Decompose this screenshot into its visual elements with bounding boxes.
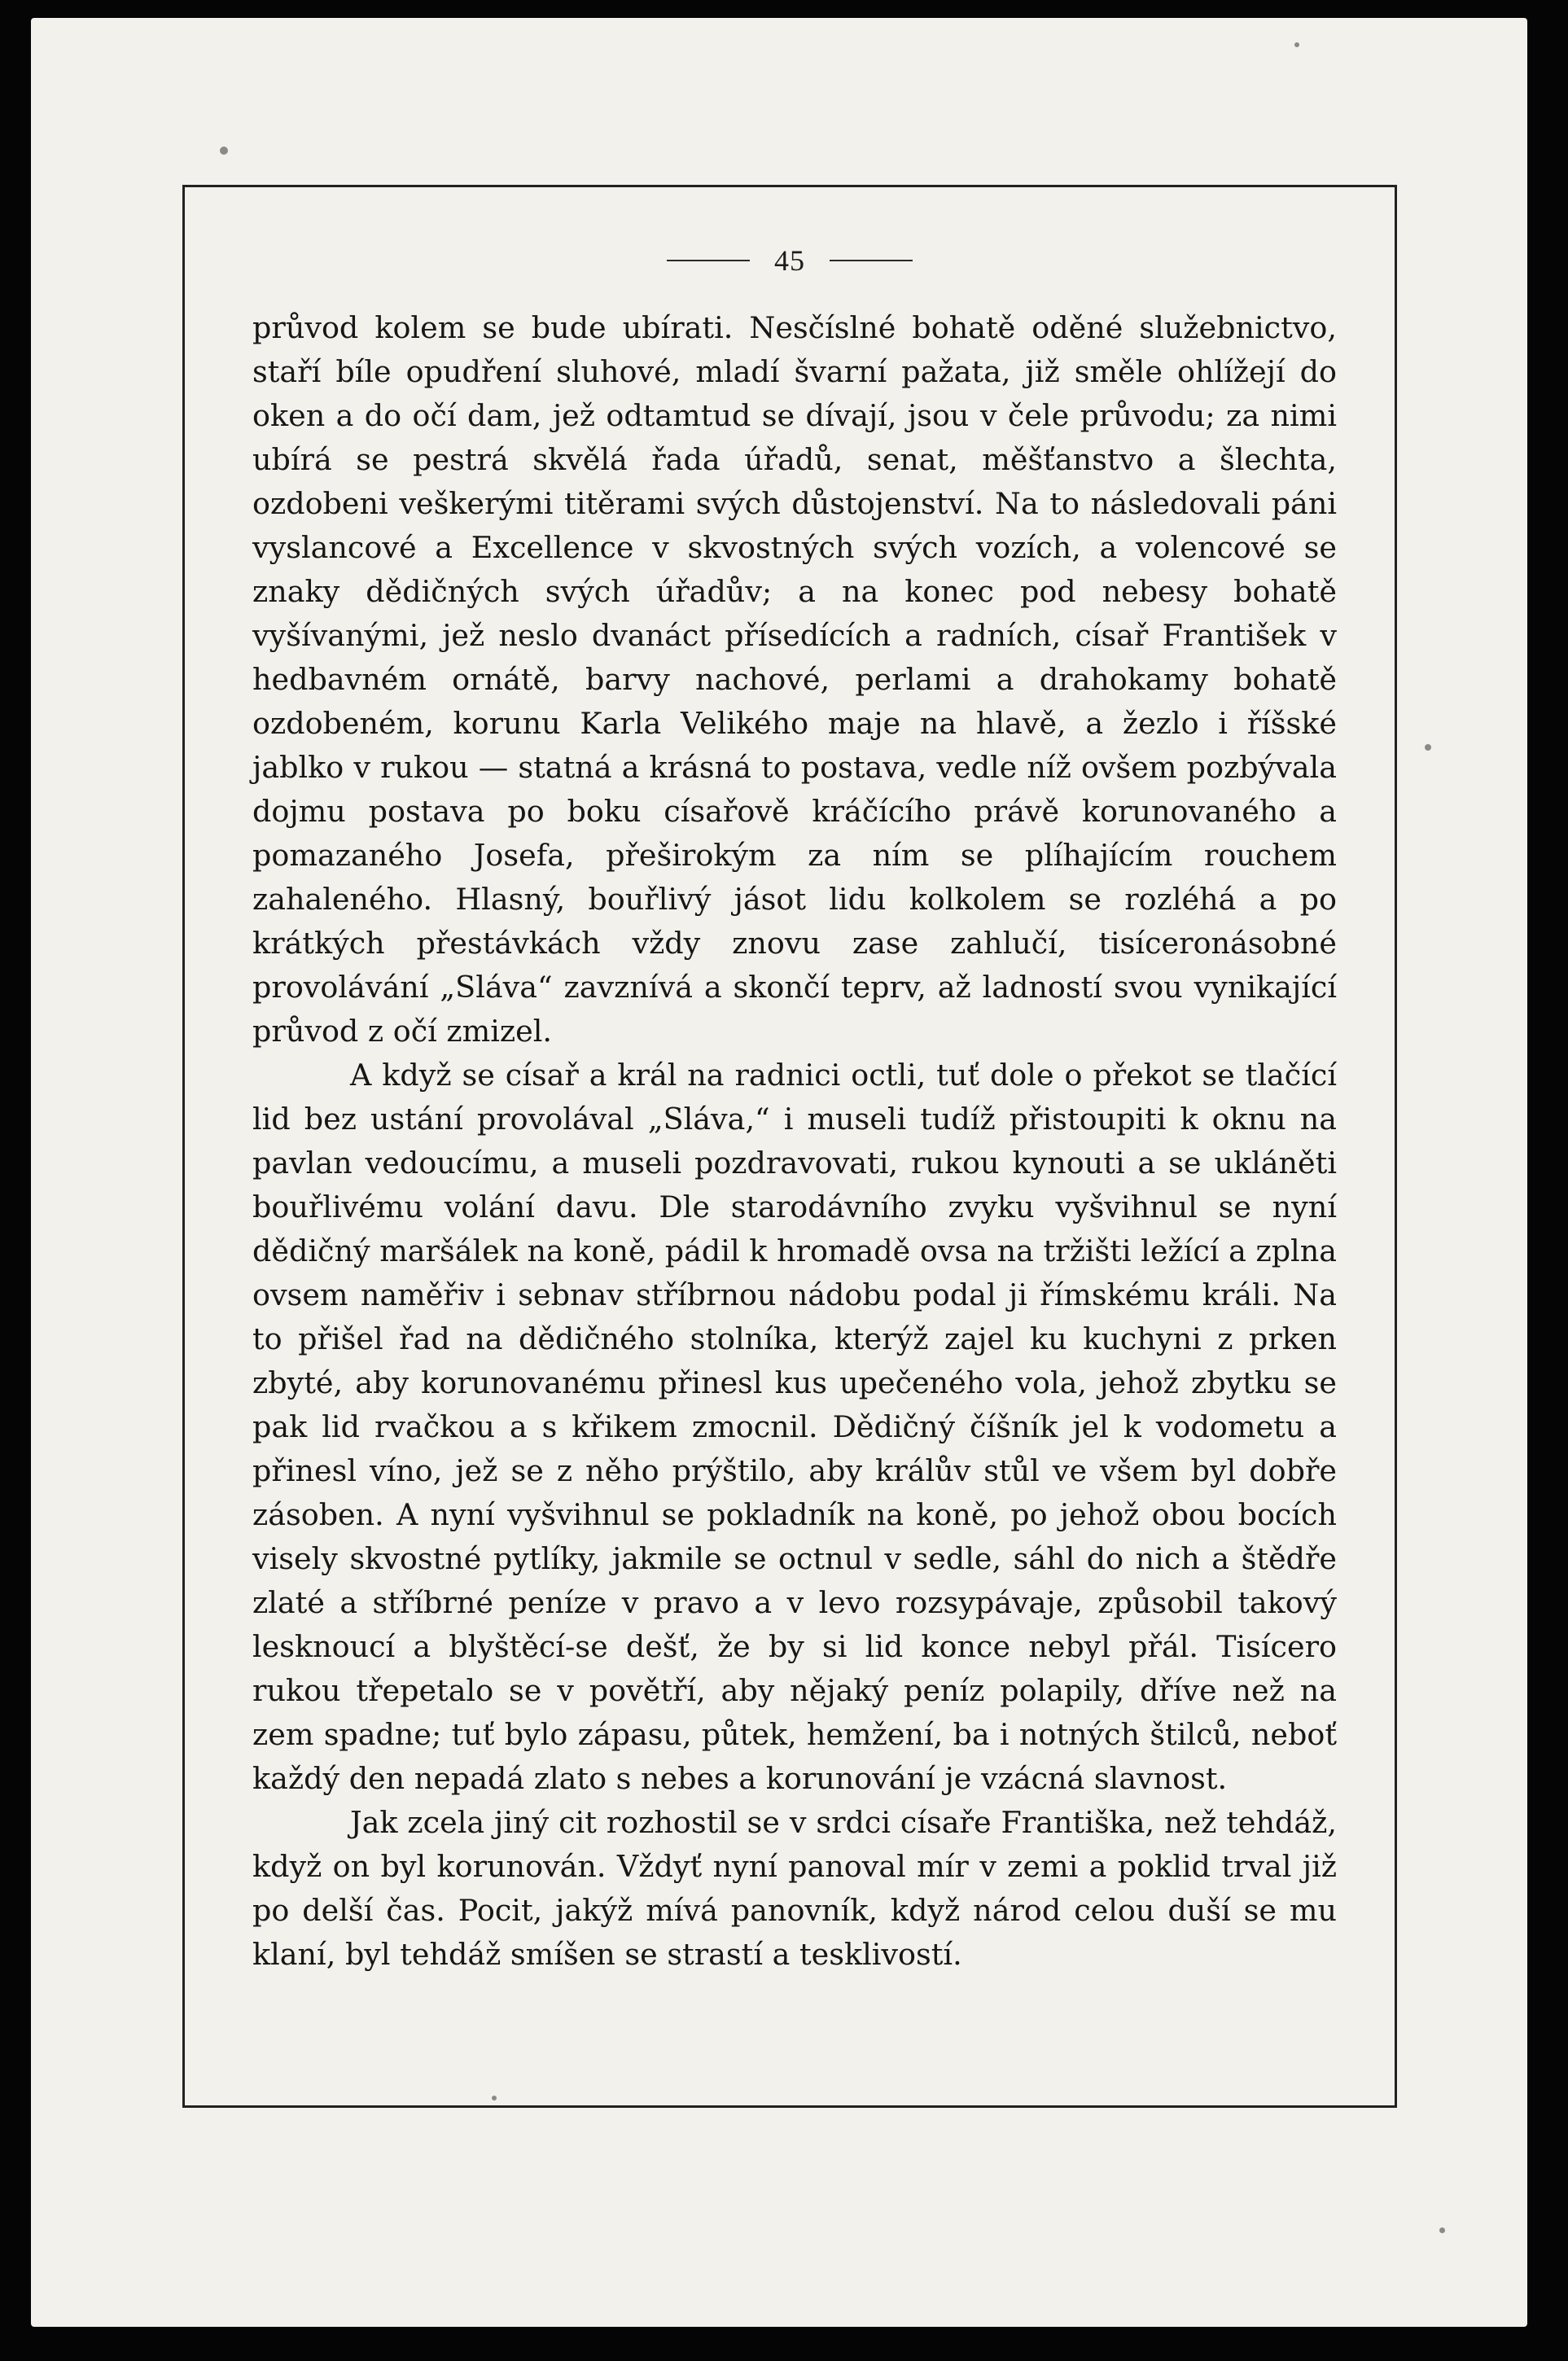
paper-speck <box>1439 2227 1445 2233</box>
text-frame <box>182 185 1397 2108</box>
paper-speck <box>220 147 228 155</box>
page-header <box>185 240 1395 278</box>
paragraph-3: Jak zcela jiný cit rozhostil se v srdci císaře Františka, než tehdáž, když on byl korunován. Vždyť nyní panoval mír v zemi a poklid trval již po delší čas. Pocit, jakýž mívá panovník, když národ celou duší se mu klaní, byl tehdáž smíšen se strastí a tesklivostí. <box>252 1805 1337 1972</box>
header-rule-right <box>830 260 913 261</box>
paper-speck <box>1425 744 1431 751</box>
header-rule-left <box>667 260 750 261</box>
paragraph-2: A když se císař a král na radnici octli, tuť dole o překot se tlačící lid bez ustání provolával „Sláva,“ i museli tudíž přistoupiti k oknu na pavlan vedoucímu, a museli pozdravovati, rukou kynouti a se ukláněti bouřlivému volání davu. Dle starodávního zvyku vyšvihnul se nyní dědičný maršálek na koně, pádil k hromadě ovsa na tržišti ležící a zplna ovsem naměřiv i sebnav stříbrnou nádobu podal ji římskému králi. Na to přišel řad na dědičného stolníka, kterýž zajel ku kuchyni z prken zbyté, aby korunovanému přinesl kus upečeného vola, jehož zbytku se pak lid rvačkou a s křikem zmocnil. Dědičný číšník jel k vodometu a přinesl víno, jež se z něho prýštilo, aby králův stůl ve všem byl dobře zásoben. A nyní vyšvihnul se pokladník na koně, po jehož obou bocích visely skvostné pytlíky, jakmile se octnul v sedle, sáhl do nich a štědře zlaté a stříbrné peníze v pravo a v levo rozsypávaje, způsobil takový lesknoucí a blyštěcí-se dešť, že by si lid konce nebyl přál. Tisícero rukou třepetalo se v povětří, aby nějaký peníz polapily, dříve než na zem spadne; tuť bylo zápasu, půtek, hemžení, ba i notných štilců, neboť každý den nepadá zlato s nebes a korunování je vzácná slavnost. <box>252 1058 1337 1796</box>
scanned-page <box>31 18 1527 2327</box>
paragraph-1: průvod kolem se bude ubírati. Nesčíslné bohatě oděné služebnictvo, staří bíle opudření sluhové, mladí švarní pažata, již směle ohlížejí do oken a do očí dam, jež odtamtud se dívají, jsou v čele průvodu; za nimi ubírá se pestrá skvělá řada úřadů, senat, měšťanstvo a šlechta, ozdobeni veškerými titěrami svých důstojenství. Na to následovali páni vyslancové a Excellence v skvostných svých vozích, a volencové se znaky dědičných svých úřadův; a na konec pod nebesy bohatě vyšívanými, jež neslo dvanáct přísedících a radních, císař František v hedbavném ornátě, barvy nachové, perlami a drahokamy bohatě ozdobeném, korunu Karla Velikého maje na hlavě, a žezlo i říšské jablko v rukou — statná a krásná to postava, vedle níž ovšem pozbývala dojmu postava po boku císařově kráčícího právě korunovaného a pomazaného Josefa, přeširokým za ním se plíhajícím rouchem zahaleného. Hlasný, bouřlivý jásot lidu kolkolem se rozléhá a po krátkých přestávkách vždy znovu zase zahlučí, tisíceronásobné provolávání „Sláva“ zavznívá a skončí teprv, až ladností svou vynikající průvod z očí zmizel. <box>252 310 1337 1049</box>
paper-speck <box>1294 42 1299 47</box>
body-text <box>252 306 1337 1977</box>
page-number: 45 <box>774 243 805 277</box>
